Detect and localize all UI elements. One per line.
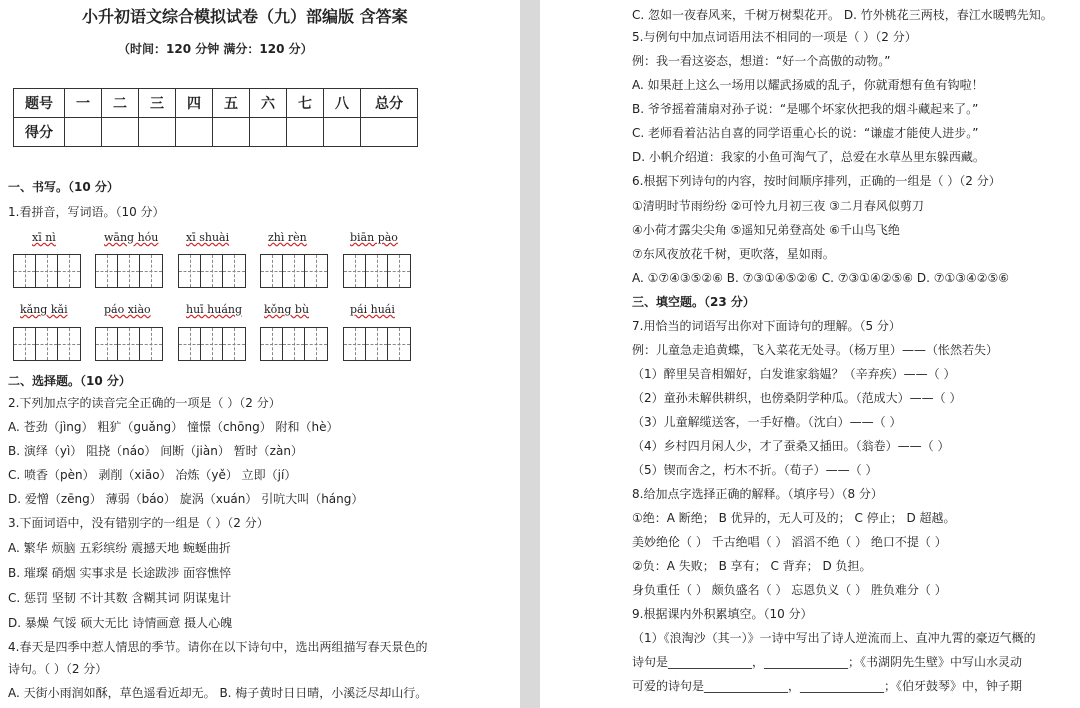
writing-grid[interactable] [13, 254, 81, 288]
pinyin-label: zhì rèn [268, 231, 307, 244]
question-6-poems-1: ①清明时节雨纷纷 ②可怜九月初三夜 ③二月春风似剪刀 [632, 199, 924, 213]
question-8-def-1: ①绝：A 断绝； B 优异的，无人可及的； C 停止； D 超越。 [632, 511, 956, 525]
section-2-title: 二、选择题。（10 分） [8, 374, 131, 388]
score-table [13, 88, 418, 147]
score-cell[interactable] [324, 118, 361, 147]
question-6-options: A. ①⑦④③⑤②⑥ B. ⑦③①④⑤②⑥ C. ⑦③①④②⑤⑥ D. ⑦①③④②⑤⑥ [632, 271, 1010, 285]
question-5-option-a: A. 如果赶上这么一场用以耀武扬威的乱子，你就甭想有鱼有钩啦！ [632, 78, 984, 92]
score-header-cell: 五 [213, 89, 250, 118]
exam-title: 小升初语文综合模拟试卷（九）部编版 含答案 [82, 7, 408, 26]
score-header-cell: 一 [65, 89, 102, 118]
score-cell[interactable] [102, 118, 139, 147]
score-header-cell: 八 [324, 89, 361, 118]
question-5-option-b: B. 爷爷摇着蒲扇对孙子说：“是哪个坏家伙把我的烟斗藏起来了。” [632, 102, 979, 116]
writing-grid[interactable] [178, 327, 246, 361]
question-8-def-2: ②负：A 失败； B 享有； C 背弃； D 负担。 [632, 559, 872, 573]
question-2-option-a: A. 苍劲（jìng） 粗犷（guǎng） 憧憬（chōng） 附和（hè） [8, 420, 339, 434]
question-4-line-1: 4.春天是四季中惹人情思的季节。请你在以下诗句中，选出两组描写春天景色的 [8, 640, 428, 654]
question-6-poems-3: ⑦东风夜放花千树，更吹落，星如雨。 [632, 247, 835, 261]
writing-grid[interactable] [178, 254, 246, 288]
question-8: 8.给加点字选择正确的解释。（填序号）（8 分） [632, 487, 883, 501]
question-7-item-5: （5）锲而舍之，朽木不折。（荀子）——（ ） [632, 463, 878, 477]
writing-grid[interactable] [260, 327, 328, 361]
question-7-item-2: （2）童孙未解供耕织，也傍桑阴学种瓜。（范成大）——（ ） [632, 391, 962, 405]
writing-grid[interactable] [343, 254, 411, 288]
question-2-option-c: C. 喷香（pèn） 剥削（xiāo） 冶炼（yě） 立即（jí） [8, 468, 297, 482]
question-7: 7.用恰当的词语写出你对下面诗句的理解。（5 分） [632, 319, 901, 333]
score-header-row [14, 89, 418, 118]
score-header-cell: 二 [102, 89, 139, 118]
score-cell[interactable] [361, 118, 418, 147]
question-5: 5.与例句中加点词语用法不相同的一项是（ ）（2 分） [632, 30, 917, 44]
question-5-option-c: C. 老师看着沾沾自喜的同学语重心长的说：“谦虚才能使人进步。” [632, 126, 979, 140]
question-2-option-d: D. 爱憎（zēng） 薄弱（báo） 旋涡（xuán） 引吭大叫（háng） [8, 492, 364, 506]
section-1-title: 一、书写。（10 分） [8, 180, 119, 194]
question-5-option-d: D. 小帆介绍道：我家的小鱼可淘气了，总爱在水草丛里东躲西藏。 [632, 150, 985, 164]
pinyin-label: huī huáng [186, 303, 243, 316]
question-2-option-b: B. 演绎（yì） 阻挠（náo） 间断（jiàn） 暂时（zàn） [8, 444, 303, 458]
pinyin-label: wāng hóu [104, 231, 159, 244]
score-cell[interactable] [250, 118, 287, 147]
question-7-item-4: （4）乡村四月闲人少，才了蚕桑又插田。（翁卷）——（ ） [632, 439, 950, 453]
question-4-options-cd: C. 忽如一夜春风来，千树万树梨花开。 D. 竹外桃花三两枝，春江水暖鸭先知。 [632, 8, 1053, 22]
score-cell[interactable] [213, 118, 250, 147]
question-9-line-3: 可爱的诗句是______________，______________；《伯牙鼓琴》中，钟子期 [632, 679, 1023, 693]
question-5-example: 例：我一看这姿态，想道：“好一个高傲的动物。” [632, 54, 891, 68]
pinyin-label: pái huái [350, 303, 395, 316]
question-8-words-1: 美妙绝伦（ ） 千古绝唱（ ） 滔滔不绝（ ） 绝口不提（ ） [632, 535, 947, 549]
pinyin-label: kǎng kǎi [20, 303, 68, 316]
question-6: 6.根据下列诗句的内容，按时间顺序排列，正确的一组是（ ）（2 分） [632, 174, 1001, 188]
pinyin-label: biān pào [350, 231, 398, 244]
score-header-cell: 三 [139, 89, 176, 118]
question-3-option-c: C. 惩罚 坚韧 不计其数 含糊其词 阴谋鬼计 [8, 591, 232, 605]
score-cell[interactable] [139, 118, 176, 147]
score-cell[interactable] [287, 118, 324, 147]
score-header-cell: 六 [250, 89, 287, 118]
score-header-cell: 总分 [361, 89, 418, 118]
question-4-options-ab: A. 天街小雨润如酥，草色遥看近却无。 B. 梅子黄时日日晴，小溪泛尽却山行。 [8, 686, 428, 700]
section-3-title: 三、填空题。（23 分） [632, 295, 755, 309]
question-9: 9.根据课内外积累填空。（10 分） [632, 607, 813, 621]
writing-grid[interactable] [95, 254, 163, 288]
score-header-cell: 七 [287, 89, 324, 118]
score-cell[interactable] [65, 118, 102, 147]
question-3: 3.下面词语中，没有错别字的一组是（ ）（2 分） [8, 516, 269, 530]
exam-subtitle: （时间：120 分钟 满分：120 分） [118, 42, 313, 56]
question-3-option-a: A. 繁华 烦脑 五彩缤纷 震撼天地 蜿蜒曲折 [8, 541, 231, 555]
pinyin-label: páo xiào [104, 303, 151, 316]
question-3-option-b: B. 璀璨 硝烟 实事求是 长途跋涉 面容憔悴 [8, 566, 232, 580]
score-cell[interactable] [176, 118, 213, 147]
writing-grid[interactable] [13, 327, 81, 361]
question-3-option-d: D. 暴燥 气馁 硕大无比 诗情画意 摄人心魄 [8, 616, 233, 630]
question-9-line-1: （1）《浪淘沙（其一）》一诗中写出了诗人逆流而上、直冲九霄的豪迈气概的 [632, 631, 1036, 645]
right-page [540, 0, 1080, 708]
question-2: 2.下列加点字的读音完全正确的一项是（ ）（2 分） [8, 396, 281, 410]
question-6-poems-2: ④小荷才露尖尖角 ⑤遥知兄弟登高处 ⑥千山鸟飞绝 [632, 223, 900, 237]
pinyin-label: xī nì [32, 231, 56, 244]
question-8-words-2: 身负重任（ ） 颇负盛名（ ） 忘恩负义（ ） 胜负难分（ ） [632, 583, 947, 597]
pinyin-label: xī shuài [186, 231, 230, 244]
left-page [0, 0, 520, 708]
question-1: 1.看拼音，写词语。（10 分） [8, 205, 165, 219]
score-header-cell: 题号 [14, 89, 65, 118]
writing-grid[interactable] [95, 327, 163, 361]
question-7-item-1: （1）醉里吴音相媚好，白发谁家翁媪？（辛弃疾）——（ ） [632, 367, 956, 381]
pinyin-label: kǒng bù [264, 303, 310, 316]
question-7-item-3: （3）儿童解缆送客，一手好橹。（沈白）——（ ） [632, 415, 902, 429]
question-4-line-2: 诗句。（ ）（2 分） [8, 662, 108, 676]
writing-grid[interactable] [343, 327, 411, 361]
score-header-cell: 四 [176, 89, 213, 118]
score-row [14, 118, 418, 147]
question-9-line-2: 诗句是______________，______________；《书湖阴先生壁》中写山水灵动 [632, 655, 1023, 669]
writing-grid[interactable] [260, 254, 328, 288]
question-7-example: 例：儿童急走追黄蝶，飞入菜花无处寻。（杨万里）——（怅然若失） [632, 343, 999, 357]
score-row-label: 得分 [14, 118, 65, 147]
